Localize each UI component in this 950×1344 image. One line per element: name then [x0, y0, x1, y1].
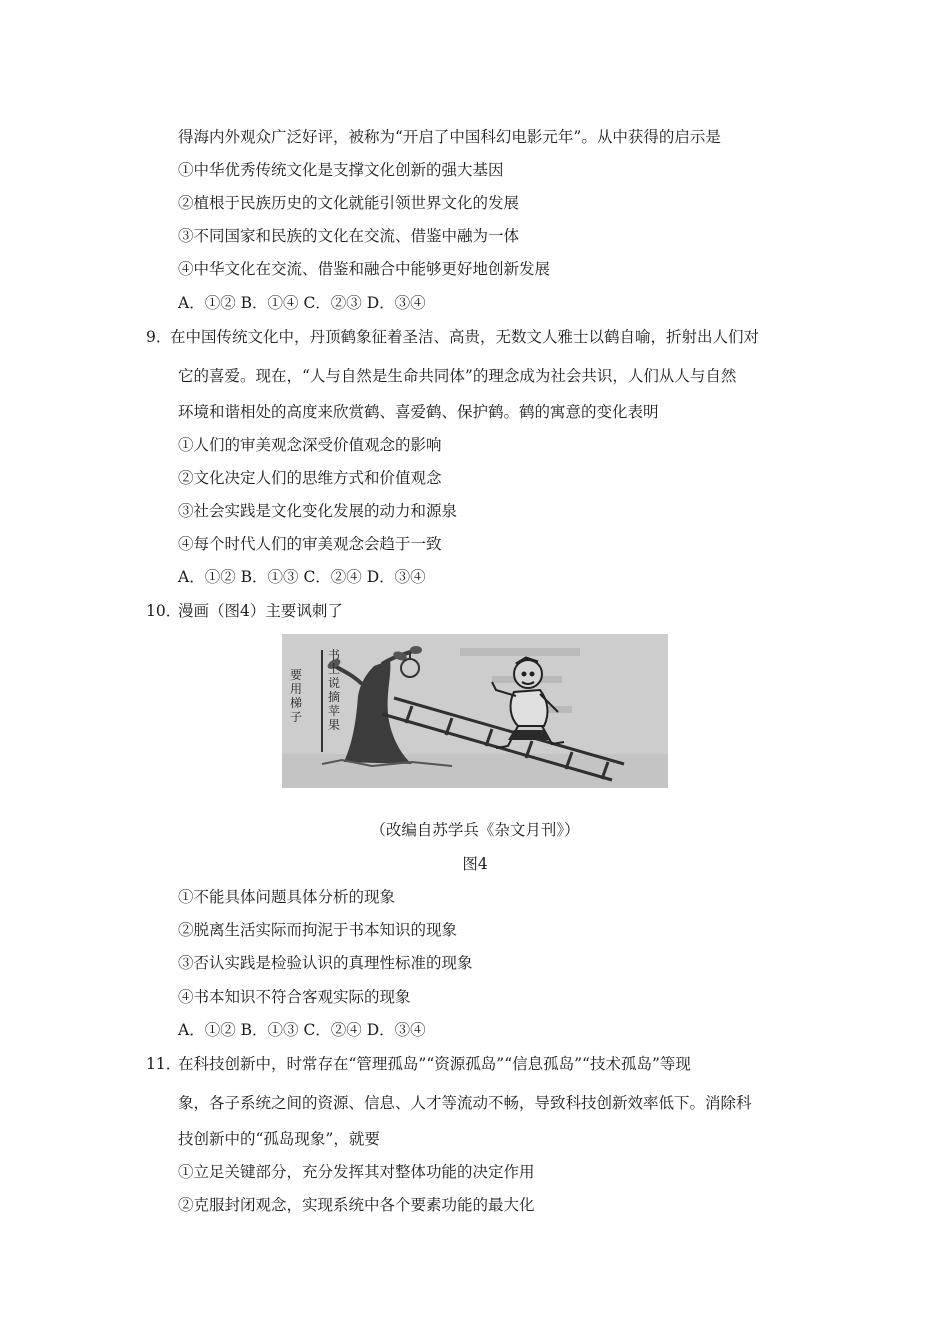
q8-option-1: ①中华优秀传统文化是支撑文化创新的强大基因	[178, 161, 504, 179]
q8-option-4: ④中华文化在交流、借鉴和融合中能够更好地创新发展	[178, 260, 551, 278]
q9-option-1: ①人们的审美观念深受价值观念的影响	[178, 436, 442, 454]
q8-option-2: ②植根于民族历史的文化就能引领世界文化的发展	[178, 194, 520, 212]
q10-stem: 漫画（图4）主要讽刺了	[178, 602, 343, 620]
q10-option-1: ①不能具体问题具体分析的现象	[178, 888, 396, 906]
figure-label: 图4	[462, 855, 488, 873]
q9-stem-line-3: 环境和谐相处的高度来欣赏鹤、喜爱鹤、保护鹤。鹤的寓意的变化表明	[178, 403, 659, 421]
q11-option-2: ②克服封闭观念，实现系统中各个要素功能的最大化	[178, 1196, 535, 1214]
q11-stem-line-2: 象，各子系统之间的资源、信息、人才等流动不畅，导致科技创新效率低下。消除科	[178, 1094, 752, 1112]
q10-option-2: ②脱离生活实际而拘泥于书本知识的现象	[178, 921, 458, 939]
q8-option-3: ③不同国家和民族的文化在交流、借鉴中融为一体	[178, 227, 520, 245]
q9-option-3: ③社会实践是文化变化发展的动力和源泉	[178, 502, 458, 520]
cartoon-figure-4	[282, 634, 668, 788]
q9-number: 9．	[146, 328, 172, 346]
figure-caption: （改编自苏学兵《杂文月刊》）	[370, 821, 580, 839]
q11-stem-line-3: 技创新中的“孤岛现象”，就要	[178, 1130, 380, 1148]
q9-option-2: ②文化决定人们的思维方式和价值观念	[178, 469, 442, 487]
cartoon-sign-text: 书上说摘苹果	[328, 648, 341, 732]
q9-option-4: ④每个时代人们的审美观念会趋于一致	[178, 535, 442, 553]
q10-option-3: ③否认实践是检验认识的真理性标准的现象	[178, 954, 473, 972]
q10-number: 10．	[146, 602, 182, 620]
q9-answer-choices: A．①② B．①③ C．②④ D．③④	[178, 568, 426, 586]
q11-stem-line-1: 在科技创新中，时常存在“管理孤岛”“资源孤岛”“信息孤岛”“技术孤岛”等现	[178, 1055, 691, 1073]
q11-option-1: ①立足关键部分，充分发挥其对整体功能的决定作用	[178, 1163, 535, 1181]
q9-stem-line-2: 它的喜爱。现在，“人与自然是生命共同体”的理念成为社会共识，人们从人与自然	[178, 367, 737, 385]
q10-answer-choices: A．①② B．①③ C．②④ D．③④	[178, 1021, 426, 1039]
q9-stem-line-1: 在中国传统文化中，丹顶鹤象征着圣洁、高贵，无数文人雅士以鹤自喻，折射出人们对	[170, 328, 760, 346]
cartoon-label-text: 要用梯子	[290, 668, 303, 724]
q11-number: 11．	[146, 1055, 182, 1073]
q10-option-4: ④书本知识不符合客观实际的现象	[178, 988, 411, 1006]
q8-stem-continuation: 得海内外观众广泛好评，被称为“开启了中国科幻电影元年”。从中获得的启示是	[178, 128, 721, 146]
q8-answer-choices: A．①② B．①④ C．②③ D．③④	[178, 294, 426, 312]
